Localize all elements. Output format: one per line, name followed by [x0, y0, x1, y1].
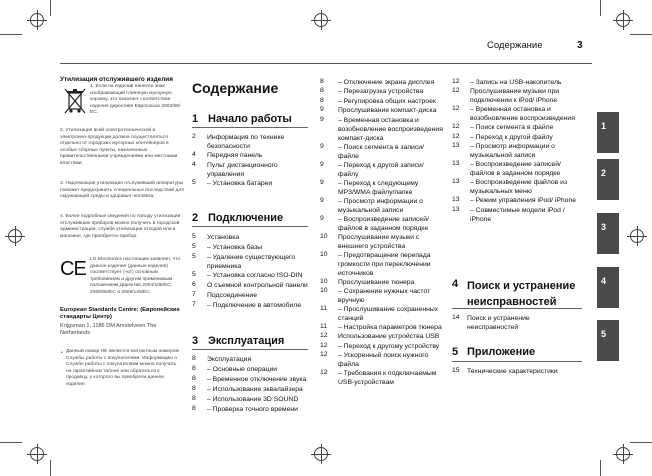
toc-entry[interactable]: – Поиск сегмента в файле — [470, 124, 554, 132]
toc-entry-page: 2 — [192, 133, 196, 140]
toc-entry[interactable]: – Сохранение нужных частот вручную — [338, 288, 431, 304]
registration-mark — [314, 447, 328, 461]
disposal-paragraph-3: 3. Надлежащая утилизация отслуживший аппаратуры поможет предохранить специальных последствий для окружающей среды и здоровья человека. — [60, 181, 184, 200]
disposal-paragraph-1: 1. Если на изделии нанесен знак изображающий глиняную мусорную корзину, это означает соответствие изделия директиве Евросоюза 2002/96/ЕС. — [90, 84, 181, 116]
toc-entry[interactable]: Информация по технике безопасности — [207, 134, 285, 150]
toc-entry-page: 8 — [192, 355, 196, 362]
toc-entry[interactable]: – Поиск сегмента в записи/файле — [338, 143, 424, 160]
toc-entry-page: 12 — [452, 78, 460, 85]
toc-entry[interactable]: Эксплуатация — [207, 356, 252, 363]
toc-entry-page: 12 — [452, 132, 460, 140]
toc-entry[interactable]: – Совместимые модели iPod / iPhone — [470, 206, 565, 223]
section-title: Начало работы — [208, 113, 292, 125]
section-number: 1 — [192, 113, 199, 125]
section-title: Эксплуатация — [208, 335, 285, 347]
registration-mark — [30, 13, 44, 27]
toc-entry[interactable]: – Подключение в автомобиле — [207, 302, 302, 309]
toc-entry-page: 13 — [452, 142, 460, 150]
toc-title: Содержание — [192, 80, 279, 96]
toc-entry-page: 9 — [320, 106, 324, 114]
disposal-paragraph-4: 4. Более подробные сведения по поводу утилизации отслуживших приборов можно получить в городской администрации, службе утилизации отходов или в магазине, где приобретен прибор. — [60, 214, 181, 239]
section-rule — [452, 308, 582, 309]
toc-entry-page: 9 — [320, 196, 324, 204]
toc-entry[interactable]: – Использование эквалайзера — [207, 386, 303, 393]
chapter-tab-5[interactable]: 5 — [597, 320, 619, 361]
page-number: 3 — [577, 40, 583, 51]
toc-entry-page: 12 — [320, 341, 328, 349]
toc-entry-page: 12 — [452, 105, 460, 113]
toc-entry[interactable]: – Установка согласно ISO-DIN — [207, 272, 303, 279]
toc-entry[interactable]: – Ускоренный поиск нужного файла — [338, 352, 429, 369]
chapter-tab-2[interactable]: 2 — [597, 159, 619, 200]
section-number: 4 — [452, 278, 459, 290]
crop-mark — [600, 0, 601, 16]
toc-entry[interactable]: Подсоединение — [207, 292, 257, 299]
toc-entry[interactable]: Поиск и устранение неисправностей — [467, 315, 530, 331]
chapter-tab-3[interactable]: 3 — [597, 213, 619, 254]
toc-entry[interactable]: – Основные операции — [207, 366, 278, 373]
toc-entry-page: 5 — [192, 243, 196, 250]
toc-entry-page: 12 — [320, 351, 328, 359]
section-title: Подключение — [208, 212, 284, 224]
toc-entry-page: 14 — [452, 314, 460, 321]
toc-entry-page: 8 — [320, 96, 324, 104]
registration-mark — [630, 229, 644, 243]
registration-mark — [314, 13, 328, 27]
toc-entry[interactable]: – Воспроизведение записей/файлов в заданном порядке — [470, 161, 561, 178]
toc-entry-page: 12 — [452, 123, 460, 131]
toc-entry[interactable]: – Переход к другому устройству — [338, 342, 440, 350]
toc-entry[interactable]: Прослушивание музыки с внешнего устройства — [338, 233, 420, 250]
toc-entry[interactable]: – Отключение экрана дисплея — [338, 79, 435, 86]
toc-entry[interactable]: – Запись на USB-накопитель — [470, 79, 562, 86]
section-rule — [192, 349, 308, 350]
registration-mark — [616, 447, 630, 461]
registration-mark — [30, 447, 44, 461]
section-title: Приложение — [467, 346, 536, 358]
toc-entry-page: 9 — [320, 142, 324, 150]
toc-entry-page: 12 — [452, 87, 460, 95]
section-number: 3 — [192, 335, 199, 347]
crop-mark — [630, 34, 652, 35]
toc-entry-page: 10 — [320, 287, 328, 294]
toc-entry[interactable]: Прослушивание музыки при подключении к iPod/ iPhone — [470, 88, 560, 105]
toc-entry[interactable]: Установка — [207, 234, 240, 241]
toc-entry[interactable]: – Переход к другой файлу — [470, 133, 553, 141]
section-number: 2 — [192, 212, 199, 224]
toc-entry[interactable]: – Установка батареи — [207, 180, 273, 187]
toc-entry-page: 8 — [192, 405, 196, 412]
bullet-icon: • — [61, 350, 63, 356]
toc-entry[interactable]: – Просмотр информации о музыкальной записи — [470, 143, 555, 160]
toc-entry-page: 10 — [320, 232, 328, 240]
toc-entry-page: 4 — [192, 161, 196, 168]
toc-entry-page: 11 — [320, 305, 328, 312]
toc-entry-page: 4 — [192, 151, 196, 158]
toc-entry-page: 8 — [192, 385, 196, 392]
crop-mark — [0, 442, 22, 443]
toc-entry[interactable]: Прослушивание тюнера — [338, 278, 415, 286]
section-title: Поиск и устранение неисправностей — [467, 280, 576, 308]
toc-entry[interactable]: – Переход к другой записи/файлу — [338, 161, 424, 178]
toc-entry-page: 5 — [192, 233, 196, 240]
toc-entry-page: 13 — [452, 205, 460, 213]
toc-entry[interactable]: – Проверка точного времени — [207, 406, 298, 413]
toc-entry[interactable]: – Перезагрузка устройства — [338, 88, 424, 96]
toc-entry-page: 7 — [192, 301, 196, 308]
toc-entry[interactable]: – Настройка параметров тюнера — [338, 324, 442, 331]
standards-centre-title: European Standards Centre: (Европейские стандарты Центр) — [60, 307, 180, 321]
toc-entry[interactable]: – Использование 3D SOUND — [207, 396, 299, 403]
chapter-tab-4[interactable]: 4 — [597, 267, 619, 308]
crop-mark — [50, 0, 51, 16]
toc-entry-page: 9 — [320, 160, 324, 168]
toc-entry[interactable]: – Требования к подключаемым USB-устройствам — [338, 370, 437, 387]
toc-entry[interactable]: Пульт дистанционного управления — [207, 162, 278, 178]
chapter-tab-1[interactable]: 1 — [597, 112, 619, 153]
toc-entry-page: 10 — [320, 250, 328, 258]
disposal-heading: Утилизация отслужившего изделия — [60, 76, 173, 83]
toc-entry-page: 5 — [192, 271, 196, 278]
disposal-paragraph-2: 2. Утилизация всей электротехнической и электронно-продукции должна осуществляться отдельно от городских мусорных контейнеров в особые сборные пункты, назначенных правительственными учреждениями или местными властями. — [60, 128, 178, 166]
crossed-bin-icon — [62, 86, 88, 116]
toc-entry-page: 13 — [452, 178, 460, 186]
toc-entry-page: 8 — [320, 87, 324, 95]
toc-entry[interactable]: О съемной контрольной панели — [207, 282, 308, 289]
toc-entry[interactable]: – Режим управления iPod/ iPhone — [470, 197, 577, 205]
toc-entry-page: 13 — [452, 196, 460, 204]
toc-entry[interactable]: Использование устройства USB — [338, 333, 440, 341]
toc-entry-page: 9 — [320, 214, 324, 222]
section-rule — [192, 127, 308, 128]
page-header-title: Содержание — [487, 40, 543, 51]
toc-entry[interactable]: – Удаление существующего приемника — [207, 254, 296, 270]
toc-entry-page: 8 — [320, 78, 324, 85]
section-rule — [452, 361, 582, 362]
standards-centre-address: Krijgsman 1, 1186 DM Amstelveen The Netherlands — [60, 323, 157, 337]
toc-entry[interactable]: – Просмотр информации о музыкальной записи — [338, 197, 423, 214]
crop-mark — [50, 460, 51, 476]
registration-mark — [616, 13, 630, 27]
toc-entry-page: 9 — [320, 115, 324, 123]
toc-entry-page: 12 — [320, 369, 328, 377]
section-rule — [192, 226, 308, 227]
toc-entry-page: 6 — [192, 281, 196, 288]
toc-entry[interactable]: – Установка базы — [207, 244, 263, 251]
service-note: Данный номер НЕ является контактным номером Службы работы с покупателями. Информацию о Службе работы с покупателями можно получить на гарантийном талоне или обратиться к продавцу, у которого вы приобрели данное изделие. — [66, 349, 179, 387]
header-rule — [60, 63, 592, 64]
toc-entry-page: 8 — [192, 395, 196, 402]
toc-entry-page: 5 — [192, 253, 196, 260]
toc-entry-page: 10 — [320, 277, 328, 285]
toc-entry[interactable]: – Регулировка общих настроек — [338, 97, 436, 105]
toc-entry[interactable]: – Временная остановка и возобновление воспроизведения компакт-диска — [338, 116, 443, 142]
toc-entry[interactable]: – Переход к следующему MP3/WMA файлу/папке — [338, 179, 419, 196]
toc-entry[interactable]: – Прослушивание сохраненных станций — [338, 306, 439, 322]
toc-entry-page: 9 — [320, 178, 324, 186]
toc-entry[interactable]: Передняя панель — [207, 152, 263, 159]
toc-entry[interactable]: – Временное отключение звука — [207, 376, 307, 383]
ce-mark: CE — [60, 258, 86, 280]
toc-entry-page: 12 — [320, 332, 328, 340]
toc-entry[interactable]: Технические характеристики — [467, 368, 558, 375]
toc-entry-page: 8 — [192, 375, 196, 382]
crop-mark — [630, 442, 652, 443]
conformity-paragraph: LG Electronics настоящим заявляет, что данное изделие (данные изделия) соответствует (-ют) основным требованиям и другим применимым положениям Директив 2004/108/ЕС, 2006/95/ЕС и 2009/125/ЕС. — [90, 257, 181, 295]
toc-entry-page: 7 — [192, 291, 196, 298]
registration-mark — [8, 229, 22, 243]
toc-entry-page: 8 — [192, 365, 196, 372]
toc-entry-page: 13 — [452, 160, 460, 168]
toc-entry-page: 15 — [452, 367, 460, 374]
toc-entry[interactable]: – Предотвращение перепада громкости при переключении источников — [338, 251, 431, 277]
toc-entry[interactable]: Прослушивание компакт-диска — [338, 107, 437, 115]
toc-entry-page: 11 — [320, 323, 328, 330]
section-number: 5 — [452, 346, 459, 358]
toc-entry[interactable]: – Воспроизведение файлов из музыкальных меню — [470, 179, 568, 196]
toc-entry-page: 5 — [192, 179, 196, 186]
toc-entry[interactable]: – Временная остановка и возобновление воспроизведения — [470, 106, 575, 123]
crop-mark — [0, 34, 22, 35]
toc-entry[interactable]: – Воспроизведение записей/файлов в заданном порядке — [338, 215, 429, 232]
crop-mark — [600, 460, 601, 476]
